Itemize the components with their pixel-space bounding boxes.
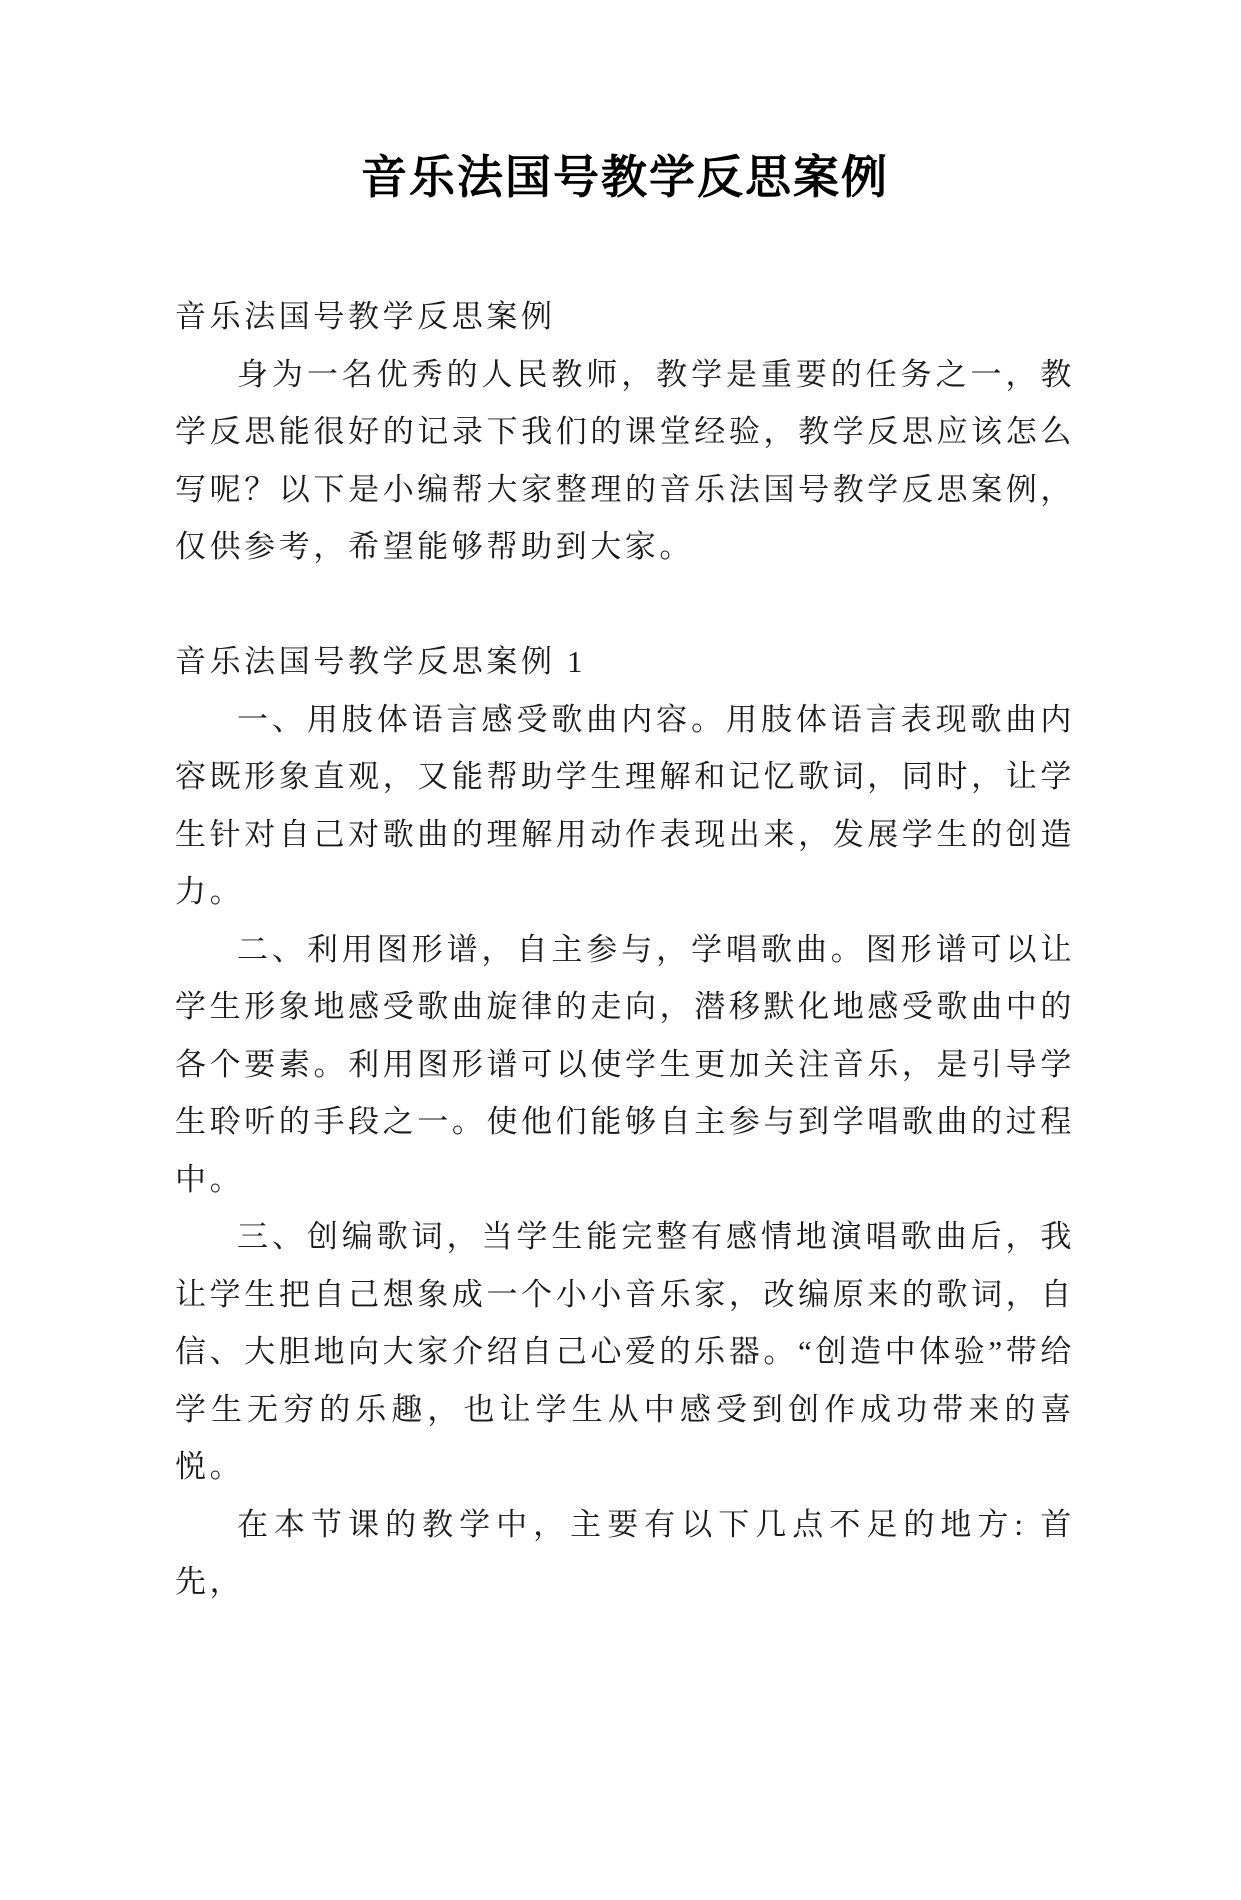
point-2-paragraph: 二、利用图形谱，自主参与，学唱歌曲。图形谱可以让学生形象地感受歌曲旋律的走向，潜移默化地感受歌曲中的各个要素。利用图形谱可以使学生更加关注音乐，是引导学生聆听的手段之一。使他们能够自主参与到学唱歌曲的过程中。 xyxy=(175,931,1075,1197)
document-body xyxy=(175,288,1075,1611)
intro-paragraph: 身为一名优秀的人民教师，教学是重要的任务之一，教学反思能很好的记录下我们的课堂经验，教学反思应该怎么写呢？以下是小编帮大家整理的音乐法国号教学反思案例，仅供参考，希望能够帮助到大家。 xyxy=(175,356,1075,564)
point-1-paragraph: 一、用肢体语言感受歌曲内容。用肢体语言表现歌曲内容既形象直观，又能帮助学生理解和记忆歌词，同时，让学生针对自己对歌曲的理解用动作表现出来，发展学生的创造力。 xyxy=(175,701,1075,909)
document-title-text: 音乐法国号教学反思案例 xyxy=(361,152,889,203)
document-title xyxy=(175,146,1075,210)
section-label-case-1: 音乐法国号教学反思案例 1 xyxy=(175,644,587,679)
document-page xyxy=(175,146,1075,1611)
point-3-paragraph: 三、创编歌词，当学生能完整有感情地演唱歌曲后，我让学生把自己想象成一个小小音乐家，改编原来的歌词，自信、大胆地向大家介绍自己心爱的乐器。“创造中体验”带给学生无穷的乐趣，也让学生从中感受到创作成功带来的喜悦。 xyxy=(175,1219,1075,1484)
shortcomings-paragraph: 在本节课的教学中，主要有以下几点不足的地方: 首先， xyxy=(175,1506,1075,1599)
repeat-title-line: 音乐法国号教学反思案例 xyxy=(175,299,556,334)
